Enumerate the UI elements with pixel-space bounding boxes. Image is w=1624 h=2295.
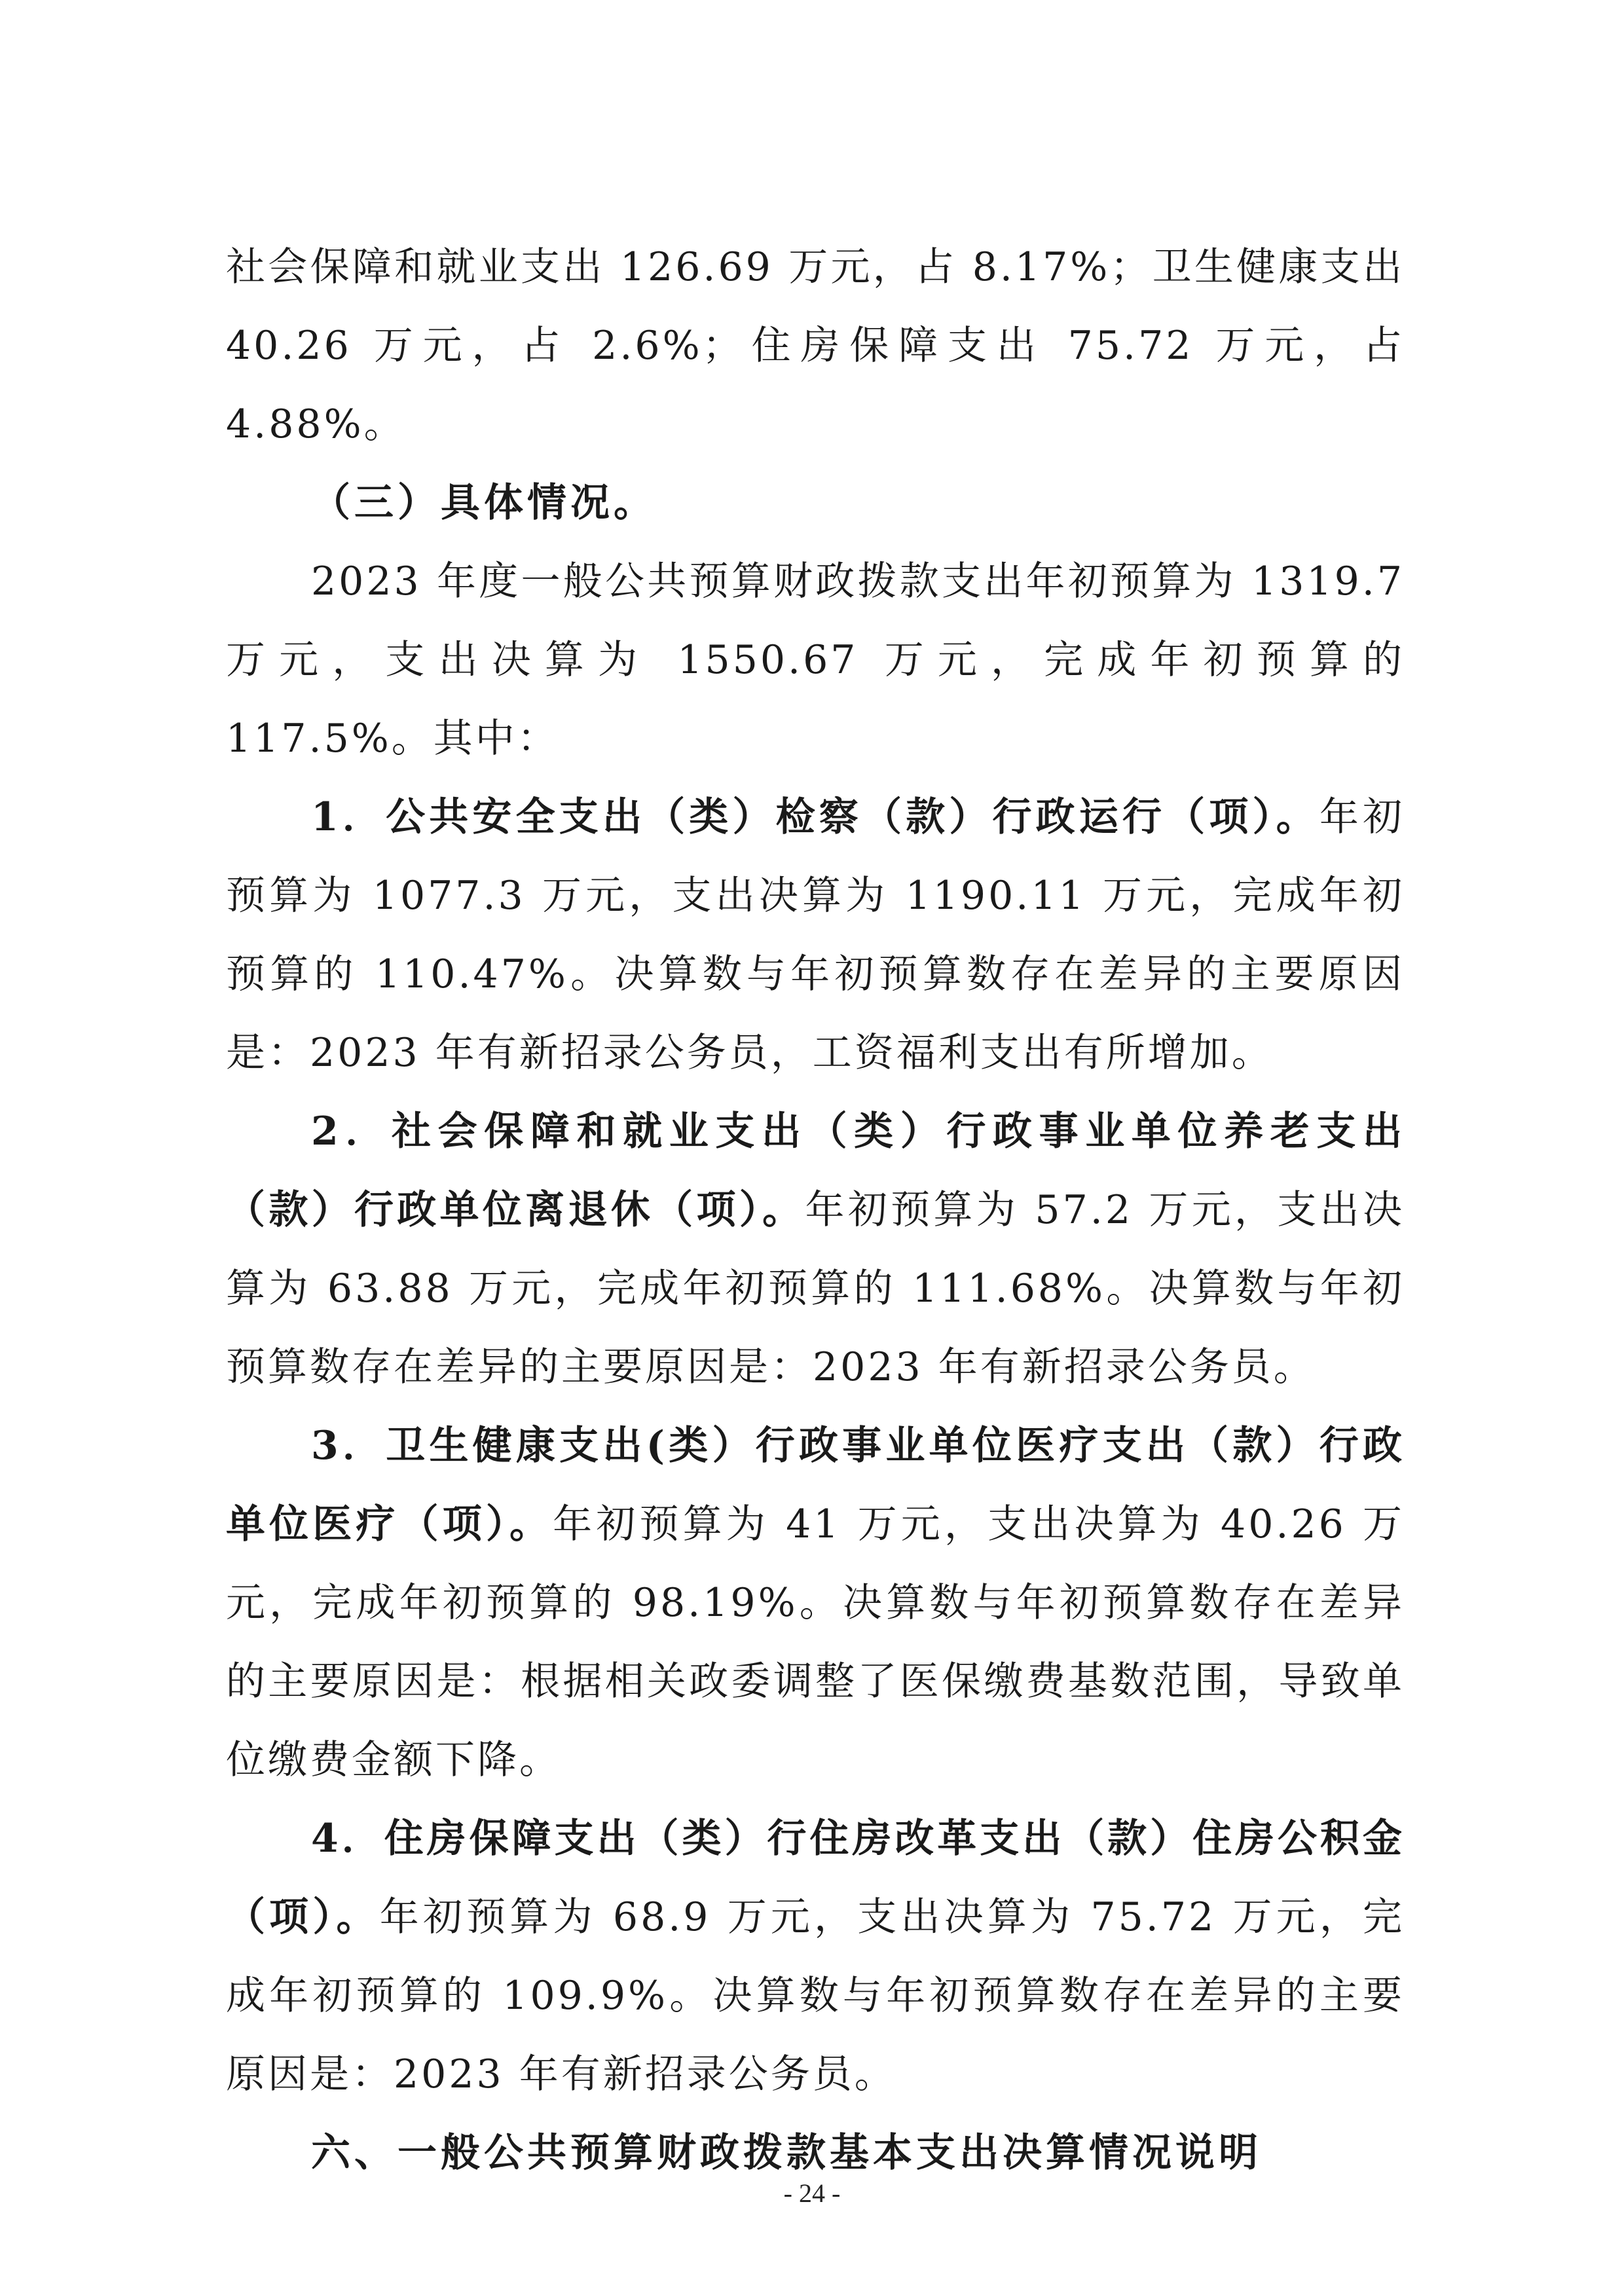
item-paragraph-4	[226, 1799, 1405, 2114]
subheading-specific-situation: （三）具体情况。	[311, 480, 657, 526]
item-paragraph-3	[226, 1406, 1405, 1799]
item-title-3: 3．卫生健康支出(类）行政事业单位医疗支出（款）行政单位医疗（项）。	[226, 1423, 1405, 1547]
item-body-2: 年初预算为 57.2 万元，支出决算为 63.88 万元，完成年初预算的 111.68%。决算数与年初预算数存在差异的主要原因是：2023 年有新招录公务员。	[226, 1187, 1405, 1390]
item-body-3: 年初预算为 41 万元，支出决算为 40.26 万元，完成年初预算的 98.19%。决算数与年初预算数存在差异的主要原因是：根据相关政委调整了医保缴费基数范围，导致单位缴费金额下降。	[226, 1501, 1405, 1783]
item-paragraph-1	[226, 778, 1405, 1092]
page-body	[226, 228, 1405, 2192]
item-paragraph-2	[226, 1092, 1405, 1406]
item-title-1: 1．公共安全支出（类）检察（款）行政运行（项）。	[311, 794, 1320, 840]
item-body-4: 年初预算为 68.9 万元，支出决算为 75.72 万元，完成年初预算的 109.9%。决算数与年初预算数存在差异的主要原因是：2023 年有新招录公务员。	[226, 1894, 1405, 2097]
item-title-4: 4．住房保障支出（类）行住房改革支出（款）住房公积金（项）。	[226, 1816, 1405, 1940]
page-number: - 24 -	[783, 2178, 841, 2208]
continuation-paragraph: 社会保障和就业支出 126.69 万元，占 8.17%；卫生健康支出 40.26 万元，占 2.6%；住房保障支出 75.72 万元，占 4.88%。	[226, 244, 1405, 447]
summary-paragraph: 2023 年度一般公共预算财政拨款支出年初预算为 1319.7 万元，支出决算为 1550.67 万元，完成年初预算的 117.5%。其中：	[226, 559, 1405, 762]
item-title-2: 2．社会保障和就业支出（类）行政事业单位养老支出（款）行政单位离退休（项）。	[226, 1109, 1405, 1233]
item-body-1: 年初预算为 1077.3 万元，支出决算为 1190.11 万元，完成年初预算的 110.47%。决算数与年初预算数存在差异的主要原因是：2023 年有新招录公务员，工资福利支出有所增加。	[226, 794, 1405, 1076]
section-heading-6: 六、一般公共预算财政拨款基本支出决算情况说明	[311, 2130, 1262, 2176]
